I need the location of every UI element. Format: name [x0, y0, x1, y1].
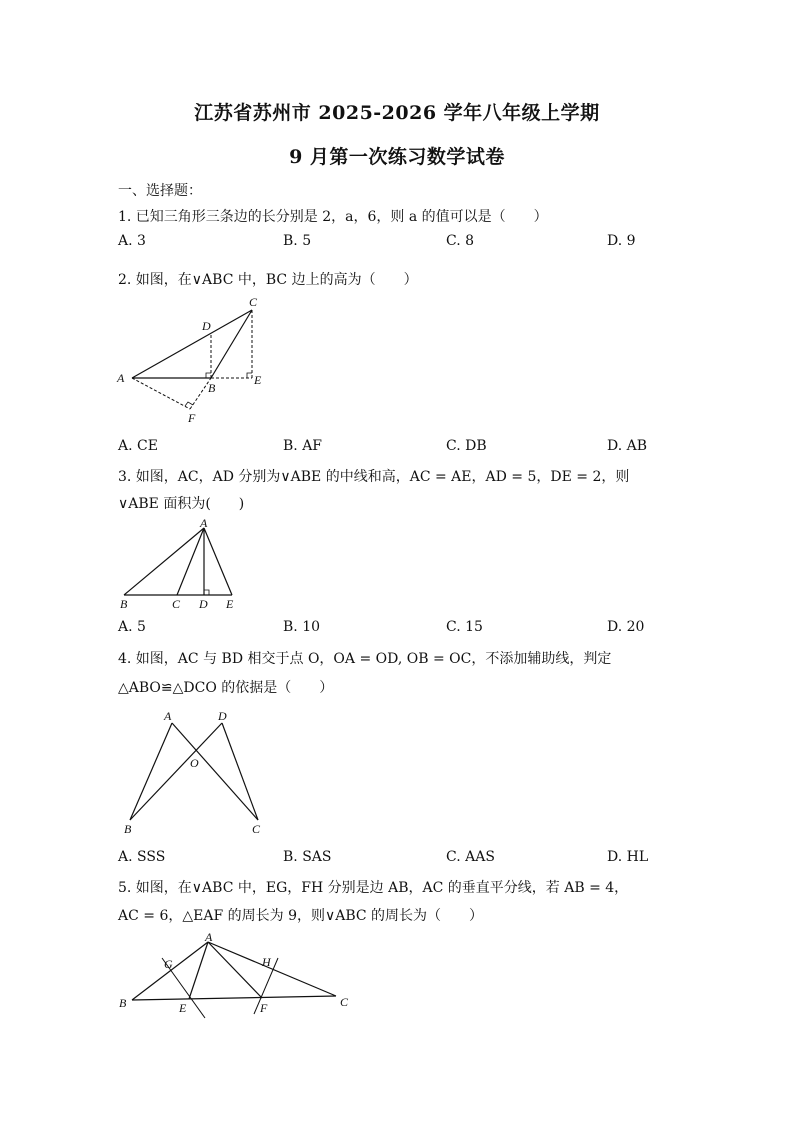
q4-label-d: D — [218, 709, 227, 723]
q5-text-line2: AC = 6，△EAF 的周长为 9，则∨ABC 的周长为（ ） — [118, 908, 484, 924]
section-heading: 一、选择题： — [118, 183, 202, 199]
q5-label-e: E — [179, 1001, 187, 1015]
q4-option-a[interactable]: A. SSS — [118, 849, 166, 865]
q1-option-a[interactable]: A. 3 — [118, 233, 146, 249]
q2-label-c: C — [249, 295, 258, 309]
q3-text-line1: 3. 如图，AC，AD 分别为∨ABE 的中线和高，AC = AE，AD = 5，DE = 2，则 — [118, 469, 630, 485]
q3-label-a: A — [200, 516, 208, 530]
q2-option-a[interactable]: A. CE — [118, 438, 158, 454]
q4-option-d[interactable]: D. HL — [607, 849, 649, 865]
q2-figure — [112, 292, 282, 426]
q5-label-b: B — [119, 996, 127, 1010]
q5-label-h: H — [262, 955, 271, 969]
q4-label-a: A — [164, 709, 172, 723]
q2-label-d: D — [202, 319, 211, 333]
q4-text-line1: 4. 如图，AC 与 BD 相交于点 O，OA = OD, OB = OC，不添加辅助线，判定 — [118, 651, 612, 667]
q3-label-c: C — [172, 597, 181, 611]
q4-option-c[interactable]: C. AAS — [446, 849, 495, 865]
q5-text-line1: 5. 如图，在∨ABC 中，EG，FH 分别是边 AB，AC 的垂直平分线，若 AB = 4， — [118, 880, 629, 896]
q2-label-f: F — [188, 411, 196, 425]
q5-label-a: A — [205, 930, 213, 944]
q2-label-e: E — [254, 373, 262, 387]
q5-label-f: F — [260, 1001, 268, 1015]
q1-option-c[interactable]: C. 8 — [446, 233, 475, 249]
q4-option-b[interactable]: B. SAS — [283, 849, 332, 865]
q2-label-b: B — [208, 381, 216, 395]
q5-label-c: C — [340, 995, 349, 1009]
q4-label-o: O — [190, 756, 199, 770]
q1-option-b[interactable]: B. 5 — [283, 233, 312, 249]
exam-title-line1: 江苏省苏州市 2025-2026 学年八年级上学期 — [194, 102, 600, 124]
q5-figure — [112, 928, 362, 1024]
q3-label-b: B — [120, 597, 128, 611]
q5-label-g: G — [164, 957, 173, 971]
exam-title-line2: 9 月第一次练习数学试卷 — [289, 146, 505, 168]
q2-option-b[interactable]: B. AF — [283, 438, 323, 454]
q3-text-line2: ∨ABE 面积为( ) — [118, 496, 245, 512]
q3-option-c[interactable]: C. 15 — [446, 619, 483, 635]
q3-option-a[interactable]: A. 5 — [118, 619, 146, 635]
q2-label-a: A — [117, 371, 125, 385]
q3-option-b[interactable]: B. 10 — [283, 619, 321, 635]
q2-option-c[interactable]: C. DB — [446, 438, 487, 454]
q2-option-d[interactable]: D. AB — [607, 438, 648, 454]
q1-option-d[interactable]: D. 9 — [607, 233, 636, 249]
q3-label-e: E — [226, 597, 234, 611]
q4-text-line2: △ABO≌△DCO 的依据是（ ） — [118, 680, 334, 696]
q2-text: 2. 如图，在∨ABC 中，BC 边上的高为（ ） — [118, 272, 418, 288]
q3-label-d: D — [199, 597, 208, 611]
q4-figure — [118, 706, 268, 840]
q4-label-b: B — [124, 822, 132, 836]
q3-figure — [112, 514, 247, 614]
q3-option-d[interactable]: D. 20 — [607, 619, 645, 635]
q1-text: 1. 已知三角形三条边的长分别是 2，a，6，则 a 的值可以是（ ） — [118, 209, 548, 225]
q4-label-c: C — [252, 822, 261, 836]
